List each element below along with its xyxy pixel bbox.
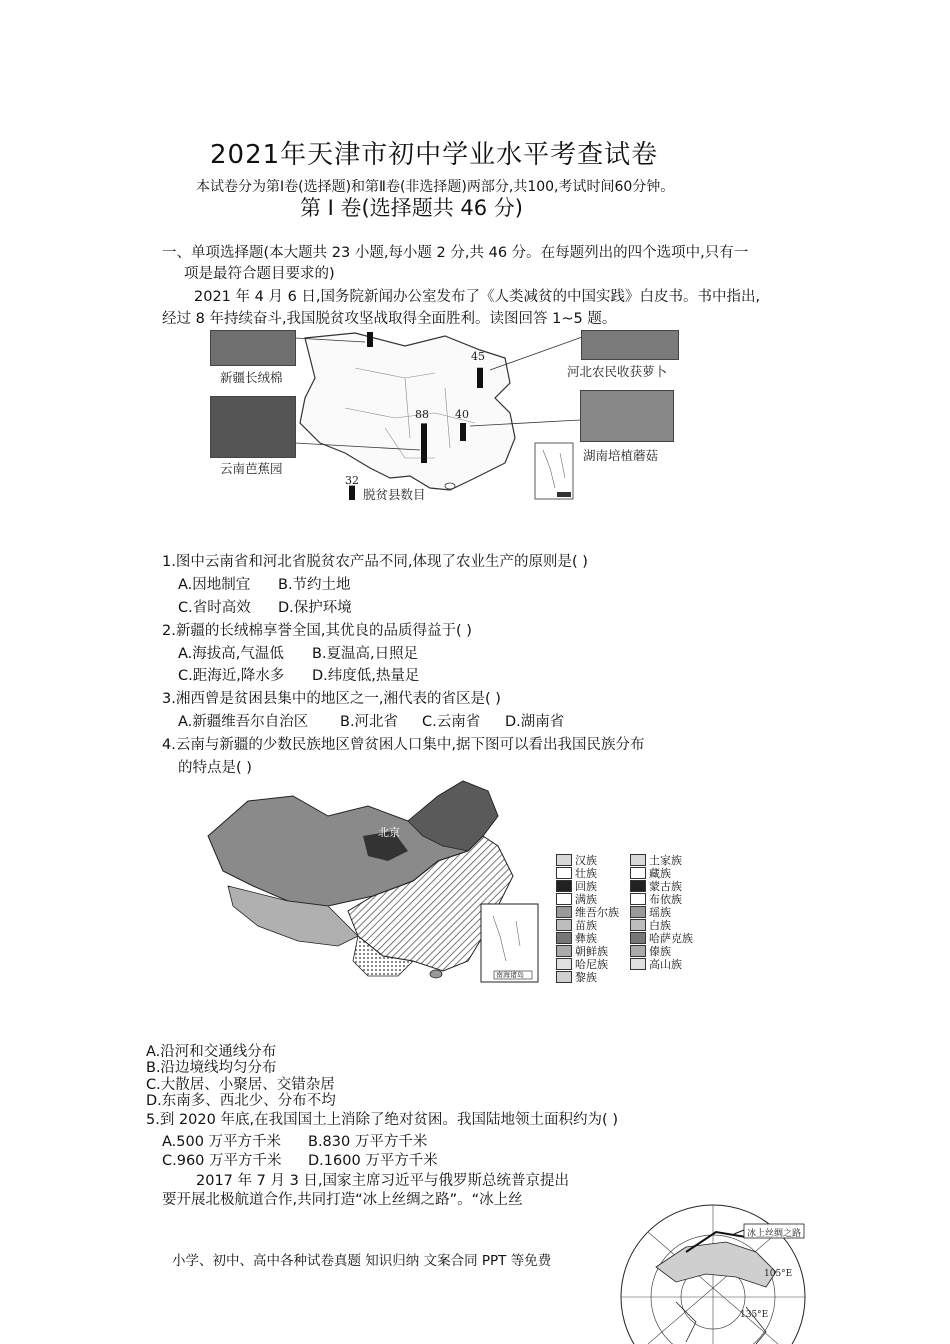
option-1d: D.保护环境 (278, 600, 352, 616)
legend-label: 满族 (575, 893, 597, 906)
option-1b: B.节约土地 (278, 577, 351, 593)
legend-label: 布依族 (649, 893, 682, 906)
bar-value-hunan: 40 (455, 408, 469, 421)
legend-label: 藏族 (649, 867, 671, 880)
legend-label: 苗族 (575, 919, 597, 932)
question-1: 1.图中云南省和河北省脱贫农产品不同,体现了农业生产的原则是( ) (162, 554, 588, 570)
legend-label: 朝鲜族 (575, 945, 608, 958)
option-3b: B.河北省 (340, 714, 399, 730)
option-5a: A.500 万平方千米 (162, 1134, 282, 1150)
bar-value-legend: 32 (345, 474, 359, 487)
passage-2-line: 2017 年 7 月 3 日,国家主席习近平与俄罗斯总统普京提出 (196, 1173, 570, 1189)
lon-label-105: 105°E (764, 1269, 793, 1279)
option-2a: A.海拔高,气温低 (178, 646, 284, 662)
ethnic-map-figure (198, 776, 703, 988)
legend-label: 土家族 (649, 854, 682, 867)
option-2b: B.夏温高,日照足 (312, 646, 419, 662)
option-4a: A.沿河和交通线分布 (146, 1044, 277, 1060)
legend-label: 黎族 (575, 971, 597, 984)
option-1a: A.因地制宜 (178, 577, 251, 593)
option-5d: D.1600 万平方千米 (308, 1153, 438, 1169)
hunan-caption: 湖南培植蘑菇 (583, 448, 659, 463)
bar-xinjiang (367, 332, 373, 347)
legend-label: 哈萨克族 (649, 932, 693, 945)
option-2d: D.纬度低,热量足 (312, 668, 420, 684)
legend-swatch (556, 971, 572, 983)
passage-line: 2021 年 4 月 6 日,国务院新闻办公室发布了《人类减贫的中国实践》白皮书。书中指出, (194, 289, 761, 305)
exam-intro: 本试卷分为第Ⅰ卷(选择题)和第Ⅱ卷(非选择题)两部分,共100,考试时间60分钟。 (196, 179, 675, 195)
legend-swatch (630, 958, 646, 970)
inset-label: 南海诸岛 (496, 971, 524, 979)
arctic-map-figure (616, 1192, 810, 1344)
passage-line: 经过 8 年持续奋斗,我国脱贫攻坚战取得全面胜利。读图回答 1~5 题。 (162, 311, 617, 327)
bar-yunnan (421, 423, 427, 463)
legend-label: 壮族 (575, 867, 597, 880)
question-4-cont: 的特点是( ) (178, 760, 252, 776)
question-3: 3.湘西曾是贫困县集中的地区之一,湘代表的省区是( ) (162, 691, 501, 707)
question-4: 4.云南与新疆的少数民族地区曾贫困人口集中,据下图可以看出我国民族分布 (162, 737, 645, 753)
legend-label: 回族 (575, 880, 597, 893)
legend-label: 高山族 (649, 958, 682, 971)
legend-label: 维吾尔族 (575, 906, 619, 919)
option-2c: C.距海近,降水多 (178, 668, 285, 684)
legend-label: 彝族 (575, 932, 597, 945)
legend-caption: 脱贫县数目 (363, 487, 426, 502)
section-heading: 一、单项选择题(本大题共 23 小题,每小题 2 分,共 46 分。在每题列出的四个选项中,只有一 (162, 245, 749, 261)
bar-legend (349, 486, 355, 500)
beijing-label: 北京 (378, 826, 400, 839)
bar-hunan (460, 423, 466, 441)
hebei-radish-photo (581, 330, 679, 360)
hebei-caption: 河北农民收获萝卜 (567, 364, 668, 379)
option-4b: B.沿边境线均匀分布 (146, 1060, 277, 1076)
option-1c: C.省时高效 (178, 600, 251, 616)
hunan-mushroom-photo (580, 390, 674, 442)
ethnic-distribution-map (198, 776, 703, 988)
page-title: 2021年天津市初中学业水平考查试卷 (210, 140, 659, 170)
xinjiang-cotton-photo (210, 330, 296, 366)
yunnan-caption: 云南芭蕉园 (220, 461, 283, 476)
option-5c: C.960 万平方千米 (162, 1153, 282, 1169)
arctic-polar-map (616, 1192, 810, 1344)
option-3d: D.湖南省 (505, 714, 565, 730)
legend-item (630, 956, 682, 972)
section-heading-cont: 项是最符合题目要求的) (184, 266, 335, 282)
legend-label: 白族 (649, 919, 671, 932)
poverty-map-figure (205, 328, 685, 504)
option-3c: C.云南省 (422, 714, 481, 730)
option-5b: B.830 万平方千米 (308, 1134, 428, 1150)
option-3a: A.新疆维吾尔自治区 (178, 714, 309, 730)
legend-label: 哈尼族 (575, 958, 608, 971)
bar-value-hebei: 45 (471, 350, 485, 363)
option-4d: D.东南多、西北少、分布不均 (146, 1093, 336, 1109)
bar-hebei (477, 368, 483, 388)
bar-value-yunnan: 88 (415, 408, 429, 421)
passage-2-line: 要开展北极航道合作,共同打造“冰上丝绸之路”。“冰上丝 (162, 1192, 523, 1208)
silk-road-label: 冰上丝绸之路 (747, 1229, 802, 1239)
lon-label-135: 135°E (740, 1310, 769, 1320)
yunnan-banana-photo (210, 396, 296, 458)
question-2: 2.新疆的长绒棉享誉全国,其优良的品质得益于( ) (162, 623, 472, 639)
legend-label: 瑶族 (649, 906, 671, 919)
legend-label: 傣族 (649, 945, 671, 958)
legend-label: 汉族 (575, 854, 597, 867)
footer-note: 小学、初中、高中各种试卷真题 知识归纳 文案合同 PPT 等免费 (172, 1253, 552, 1269)
option-4c: C.大散居、小聚居、交错杂居 (146, 1077, 335, 1093)
part-title: 第 I 卷(选择题共 46 分) (300, 196, 524, 220)
legend-label: 蒙古族 (649, 880, 682, 893)
xinjiang-caption: 新疆长绒棉 (220, 370, 283, 385)
legend-item (556, 969, 597, 985)
question-5: 5.到 2020 年底,在我国国土上消除了绝对贫困。我国陆地领土面积约为( ) (146, 1112, 618, 1128)
